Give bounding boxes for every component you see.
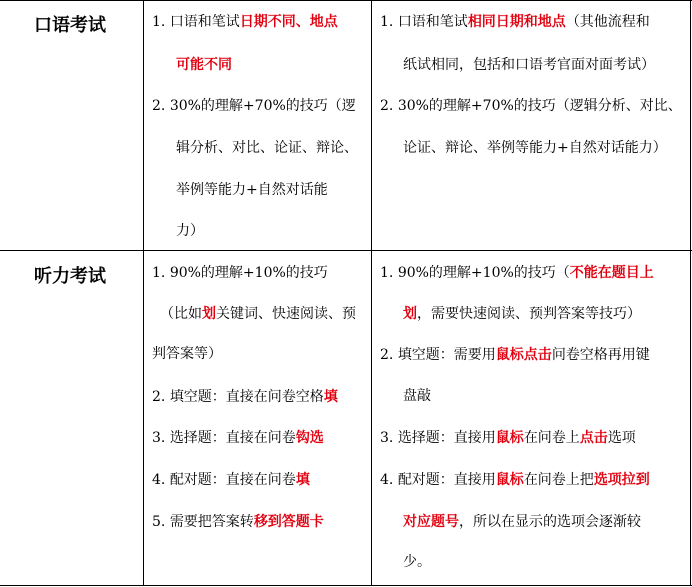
listening-right-item-4-line3: 少。 [403, 554, 431, 570]
row-header-listening: 听力考试 [34, 266, 106, 287]
listening-left-item-1-line3: 判答案等） [152, 346, 222, 362]
speaking-left-item-1: 1. 口语和笔试日期不同、地点 [152, 14, 338, 30]
speaking-right-item-2: 2. 30%的理解+70%的技巧（逻辑分析、对比、 [380, 98, 682, 114]
row-divider [0, 250, 692, 251]
listening-right-item-2: 2. 填空题：需要用鼠标点击问卷空格再用键 [380, 347, 650, 363]
column-divider-1 [143, 0, 144, 586]
listening-right-item-2-line2: 盘敲 [403, 388, 431, 404]
speaking-left-item-2: 2. 30%的理解+70%的技巧（逻 [152, 98, 356, 114]
listening-left-item-5: 5. 需要把答案转移到答题卡 [152, 514, 324, 530]
speaking-left-item-2-line2: 辑分析、对比、论证、辩论、 [176, 140, 358, 156]
speaking-right-item-1-line2: 纸试相同，包括和口语考官面对面考试） [403, 57, 655, 73]
speaking-right-item-1: 1. 口语和笔试相同日期和地点（其他流程和 [380, 14, 650, 30]
speaking-left-item-2-line3: 举例等能力+自然对话能 [176, 182, 328, 198]
listening-right-item-1: 1. 90%的理解+10%的技巧（不能在题目上 [380, 265, 654, 281]
listening-right-item-3: 3. 选择题：直接用鼠标在问卷上点击选项 [380, 430, 636, 446]
speaking-left-item-1-cont: 可能不同 [176, 57, 232, 73]
row-header-speaking: 口语考试 [34, 15, 106, 36]
listening-left-item-1: 1. 90%的理解+10%的技巧 [152, 265, 328, 281]
table-bottom-border [0, 585, 692, 586]
listening-left-item-1-line2: （比如划关键词、快速阅读、预 [160, 306, 356, 322]
table-top-border [0, 0, 692, 1]
listening-left-item-4: 4. 配对题：直接在问卷填 [152, 472, 310, 488]
listening-right-item-4-line2: 对应题号，所以在显示的选项会逐渐较 [403, 514, 641, 530]
speaking-left-item-2-line4: 力） [176, 223, 204, 239]
column-divider-2 [371, 0, 372, 586]
speaking-right-item-2-line2: 论证、辩论、举例等能力+自然对话能力） [403, 140, 667, 156]
table-right-border [690, 0, 691, 586]
listening-right-item-1-line2: 划，需要快速阅读、预判答案等技巧） [403, 306, 641, 322]
listening-right-item-4: 4. 配对题：直接用鼠标在问卷上把选项拉到 [380, 472, 650, 488]
listening-left-item-2: 2. 填空题：直接在问卷空格填 [152, 389, 338, 405]
listening-left-item-3: 3. 选择题：直接在问卷钩选 [152, 430, 324, 446]
